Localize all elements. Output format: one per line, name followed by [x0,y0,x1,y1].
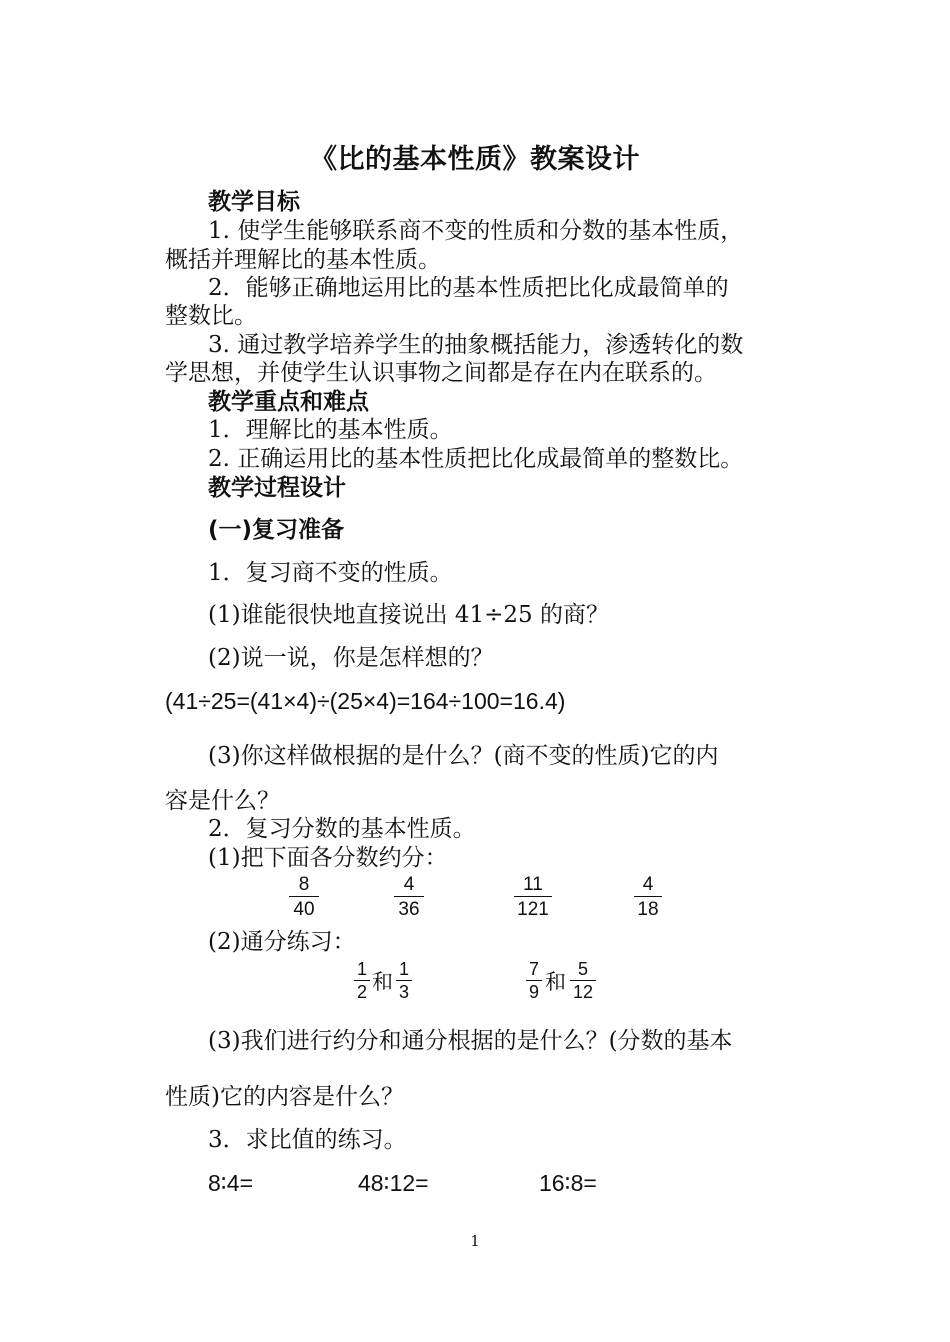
fraction-denominator: 12 [572,982,594,1002]
goal-2-line-1: 2．能够正确地运用比的基本性质把比化成最简单的 [208,275,729,301]
review-subheading: (一)复习准备 [208,517,345,543]
question-3-line-2: 容是什么？ [165,788,280,814]
fraction-denominator: 2 [356,982,367,1002]
fraction-numerator: 7 [528,959,539,979]
goal-1-line-2: 概括并理解比的基本性质。 [165,247,441,273]
goal-3-line-1: 3. 通过教学培养学生的抽象概括能力，渗透转化的数 [208,332,744,358]
fraction-bar [570,980,596,981]
fraction-denominator: 40 [293,899,315,920]
question-2: (2)说一说，你是怎样想的？ [208,645,494,671]
question-3-line-1: (3)你这样做根据的是什么？(商不变的性质)它的内 [208,743,719,769]
keypoint-2: 2. 正确运用比的基本性质把比化成最简单的整数比。 [208,446,744,472]
fraction-bar [354,980,370,981]
question-4-line-2: 性质)它的内容是什么？ [165,1084,404,1110]
fraction-denominator: 3 [398,982,409,1002]
document-title: 《比的基本性质》教案设计 [310,144,640,175]
fraction-denominator: 36 [398,899,420,920]
fraction-bar [526,980,542,981]
ratio-1: 8∶4= [208,1170,254,1196]
question-1: (1)谁能很快地直接说出 41÷25 的商？ [208,602,610,628]
goal-2-line-2: 整数比。 [165,303,257,329]
question-4-line-1: (3)我们进行约分和通分根据的是什么？(分数的基本 [208,1028,733,1054]
fraction-bar [289,896,319,897]
fraction-bar [394,896,424,897]
fraction-bar [514,896,552,897]
fraction-numerator: 11 [523,874,543,895]
ratio-3: 16∶8= [539,1170,597,1196]
fraction-numerator: 1 [398,959,409,979]
process-heading: 教学过程设计 [208,475,346,501]
fraction-denominator: 9 [528,982,539,1002]
ratio-2: 48∶12= [358,1170,429,1196]
review-1: 1．复习商不变的性质。 [208,560,453,586]
fraction-bar [634,896,662,897]
fraction-pair-2-a [526,960,542,1002]
keypoints-heading: 教学重点和难点 [208,389,369,415]
fraction-numerator: 4 [642,874,654,895]
fraction-pair-1-b [396,960,412,1002]
pair-2-joiner: 和 [545,970,566,994]
review-2: 2．复习分数的基本性质。 [208,816,476,842]
fraction-reduce-2 [394,874,424,920]
fraction-numerator: 5 [577,959,588,979]
pair-1-joiner: 和 [372,970,393,994]
fraction-reduce-4 [634,874,662,920]
fraction-numerator: 4 [403,874,415,895]
review-3: 3．求比值的练习。 [208,1127,407,1153]
fraction-numerator: 8 [298,874,310,895]
fraction-reduce-1 [289,874,319,920]
keypoint-1: 1．理解比的基本性质。 [208,417,453,443]
goal-3-line-2: 学思想，并使学生认识事物之间都是存在内在联系的。 [165,360,717,386]
goal-1-line-1: 1. 使学生能够联系商不变的性质和分数的基本性质， [208,218,744,244]
formula-line: (41÷25=(41×4)÷(25×4)=164÷100=16.4) [165,688,566,714]
goals-heading: 教学目标 [208,189,300,215]
fraction-bar [396,980,412,981]
reduce-prompt: (1)把下面各分数约分： [208,845,448,871]
common-denominator-prompt: (2)通分练习： [208,929,356,955]
fraction-reduce-3 [514,874,552,920]
fraction-pair-1-a [354,960,370,1002]
fraction-pair-2-b [570,960,596,1002]
page-number: 1 [470,1232,480,1250]
fraction-numerator: 1 [356,959,367,979]
fraction-denominator: 121 [517,899,549,920]
fraction-denominator: 18 [637,899,659,920]
